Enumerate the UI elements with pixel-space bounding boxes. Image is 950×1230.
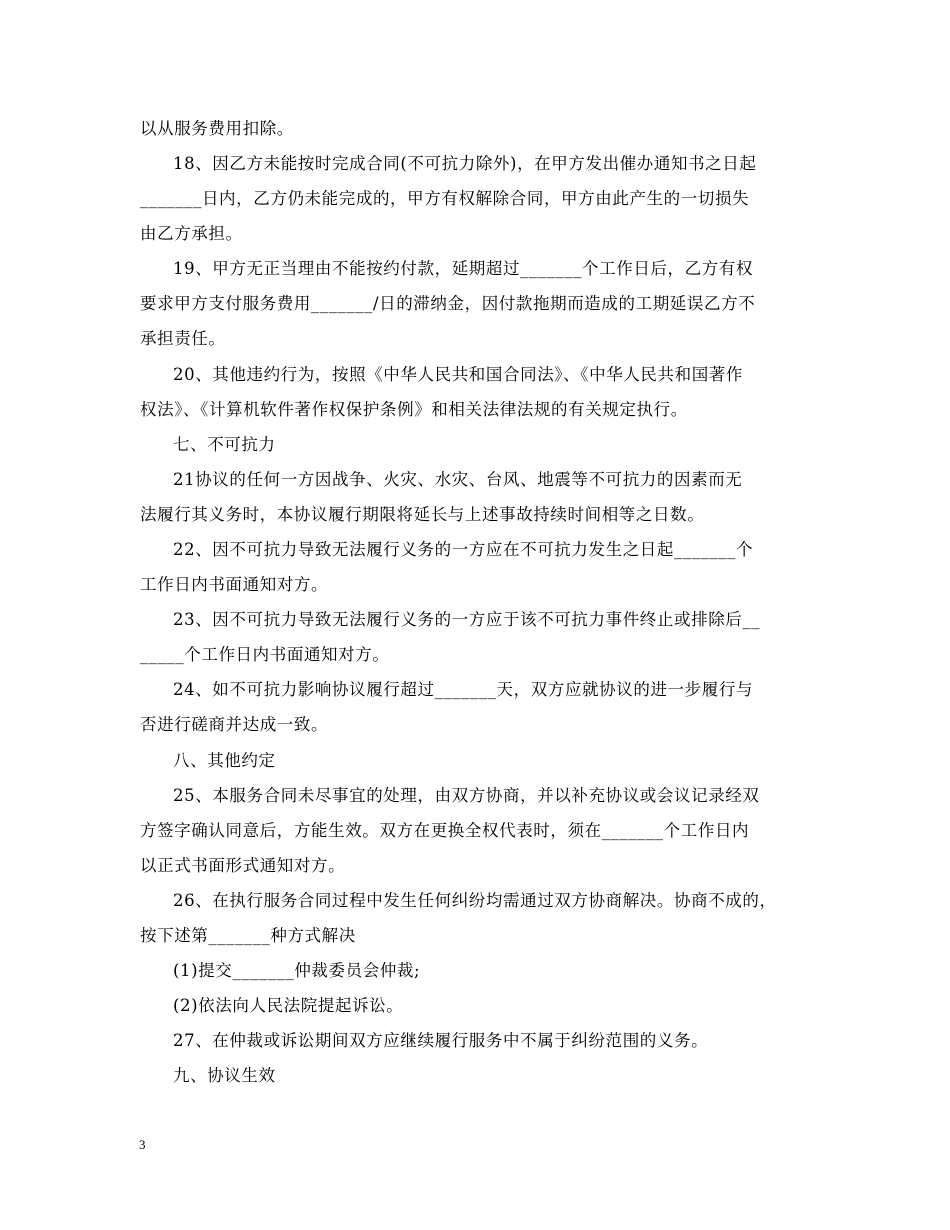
clause-19: 19、甲方无正当理由不能按约付款，延期超过_______个工作日后，乙方有权 bbox=[173, 259, 754, 278]
clause-24: 24、如不可抗力影响协议履行超过_______天，双方应就协议的进一步履行与 bbox=[173, 680, 754, 699]
text-line: 由乙方承担。 bbox=[140, 224, 243, 243]
text-line: _____个工作日内书面通知对方。 bbox=[140, 645, 390, 664]
text-line: 承担责任。 bbox=[140, 329, 226, 348]
text-line: 要求甲方支付服务费用_______/日的滞纳金，因付款拖期而造成的工期延误乙方不 bbox=[140, 294, 756, 313]
clause-20: 20、其他违约行为，按照《中华人民共和国合同法》、《中华人民共和国著作 bbox=[173, 365, 743, 384]
text-line: 否进行磋商并达成一致。 bbox=[140, 715, 329, 734]
text-line: 以从服务费用扣除。 bbox=[140, 119, 294, 138]
section-heading-force-majeure: 七、不可抗力 bbox=[173, 435, 276, 454]
text-line: 按下述第_______种方式解决 bbox=[140, 926, 356, 945]
section-heading-other-terms: 八、其他约定 bbox=[173, 751, 276, 770]
clause-27: 27、在仲裁或诉讼期间双方应继续履行服务中不属于纠纷范围的义务。 bbox=[173, 1031, 709, 1050]
text-line: 工作日内书面通知对方。 bbox=[140, 575, 329, 594]
option-1: (1)提交_______仲裁委员会仲裁; bbox=[173, 961, 421, 980]
clause-23: 23、因不可抗力导致无法履行义务的一方应于该不可抗力事件终止或排除后__ bbox=[173, 610, 761, 629]
option-2: (2)依法向人民法院提起诉讼。 bbox=[173, 996, 404, 1015]
text-line: 法履行其义务时，本协议履行期限将延长与上述事故持续时间相等之日数。 bbox=[140, 505, 705, 524]
clause-26: 26、在执行服务合同过程中发生任何纠纷均需通过双方协商解决。协商不成的， bbox=[173, 891, 777, 910]
clause-21: 21协议的任何一方因战争、火灾、水灾、台风、地震等不可抗力的因素而无 bbox=[173, 470, 743, 489]
text-line: 权法》、《计算机软件著作权保护条例》和相关法律法规的有关规定执行。 bbox=[140, 400, 688, 419]
text-line: 以正式书面形式通知对方。 bbox=[140, 856, 346, 875]
page-number: 3 bbox=[139, 1137, 146, 1152]
clause-25: 25、本服务合同未尽事宜的处理，由双方协商，并以补充协议或会议记录经双 bbox=[173, 786, 760, 805]
text-line: 方签字确认同意后，方能生效。双方在更换全权代表时，须在_______个工作日内 bbox=[140, 821, 750, 840]
clause-18: 18、因乙方未能按时完成合同(不可抗力除外)，在甲方发出催办通知书之日起 bbox=[173, 154, 757, 173]
section-heading-effectiveness: 九、协议生效 bbox=[173, 1066, 276, 1085]
clause-22: 22、因不可抗力导致无法履行义务的一方应在不可抗力发生之日起_______个 bbox=[173, 540, 754, 559]
text-line: _______日内，乙方仍未能完成的，甲方有权解除合同，甲方由此产生的一切损失 bbox=[140, 189, 750, 208]
